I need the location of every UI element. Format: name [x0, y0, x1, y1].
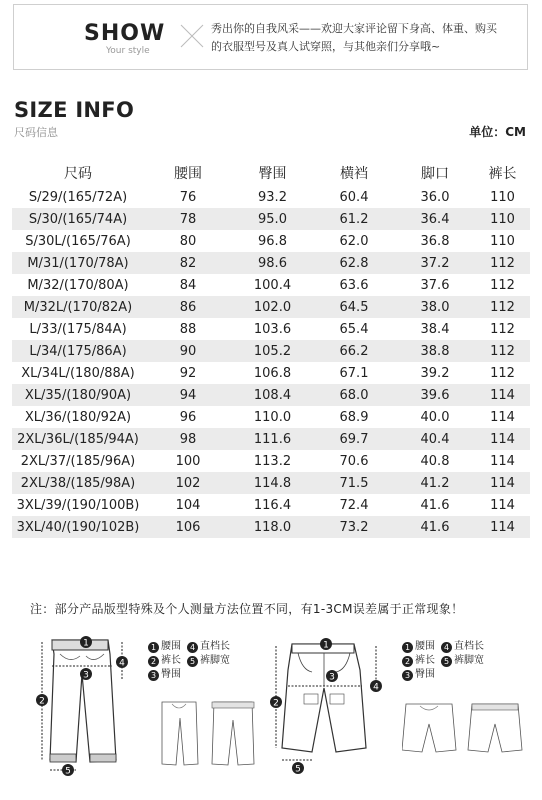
cell-thigh: 67.1: [339, 365, 369, 381]
cell-hem: 41.6: [420, 519, 450, 535]
cell-hem: 38.4: [420, 321, 450, 337]
cell-waist: 104: [175, 497, 201, 513]
cell-size: L/34/(175/86A): [29, 343, 127, 359]
cell-waist: 86: [179, 299, 197, 315]
cell-length: 110: [490, 233, 515, 249]
cell-thigh: 60.4: [339, 189, 369, 205]
cell-size: S/29/(165/72A): [28, 189, 128, 205]
cell-waist: 98: [179, 431, 197, 447]
table-row: [12, 252, 530, 274]
cell-length: 112: [490, 365, 515, 381]
table-row: [12, 428, 530, 450]
marker-1-label: 1: [323, 640, 329, 651]
cell-hip: 95.0: [258, 211, 287, 227]
marker-5-label: 5: [65, 766, 71, 777]
table-row: [12, 274, 530, 296]
cell-hem: 36.4: [420, 211, 450, 227]
cell-thigh: 63.6: [339, 277, 369, 293]
show-title: SHOW: [84, 21, 166, 46]
cell-length: 114: [490, 387, 515, 403]
cell-length: 112: [490, 299, 515, 315]
marker-3-label: 3: [83, 670, 89, 681]
cell-hip: 105.2: [253, 343, 292, 359]
legend-label: 裤脚宽: [454, 655, 484, 666]
legend-label: 直档长: [454, 641, 484, 652]
show-description: [211, 20, 497, 56]
cell-hem: 38.0: [420, 299, 450, 315]
legend-left: [148, 640, 230, 682]
cell-length: 114: [490, 475, 515, 491]
cell-hip: 100.4: [253, 277, 292, 293]
cell-hip: 113.2: [253, 453, 292, 469]
long-pants-thumbnails: [158, 698, 258, 770]
cell-hip: 110.0: [253, 409, 292, 425]
header-thigh: 横裆: [340, 166, 368, 182]
cell-waist: 84: [179, 277, 197, 293]
cell-thigh: 61.2: [339, 211, 369, 227]
cell-length: 114: [490, 497, 515, 513]
cell-size: M/32/(170/80A): [27, 277, 129, 293]
legend-badge: 4: [441, 642, 452, 653]
cell-hip: 103.6: [253, 321, 292, 337]
cell-length: 110: [490, 189, 515, 205]
marker-2-label: 2: [39, 696, 45, 707]
table-row: [12, 384, 530, 406]
legend-badge: 3: [148, 670, 159, 681]
cell-size: 3XL/39/(190/100B): [16, 497, 140, 513]
long-pants-diagram: [30, 630, 138, 780]
cell-thigh: 72.4: [339, 497, 369, 513]
cell-length: 112: [490, 321, 515, 337]
cell-thigh: 71.5: [339, 475, 369, 491]
cell-hem: 41.6: [420, 497, 450, 513]
header-size: 尺码: [64, 166, 92, 182]
cell-length: 112: [490, 277, 515, 293]
header-hip: 臀围: [258, 166, 287, 182]
marker-2-label: 2: [273, 698, 279, 709]
legend-badge: 1: [148, 642, 159, 653]
legend-label: 裤长: [415, 655, 435, 666]
cell-hip: 98.6: [258, 255, 287, 271]
cell-thigh: 62.8: [339, 255, 369, 271]
show-banner: [13, 4, 528, 70]
cell-size: M/31/(170/78A): [27, 255, 129, 271]
table-row: [12, 406, 530, 428]
cell-hem: 36.8: [420, 233, 450, 249]
marker-1-label: 1: [83, 638, 89, 649]
table-row: [12, 230, 530, 252]
divider-x-icon: [179, 23, 205, 49]
cell-length: 114: [490, 519, 515, 535]
shorts-diagram: [268, 630, 390, 780]
size-info-subtitle: 尺码信息: [14, 126, 58, 139]
cell-size: XL/35/(180/90A): [24, 387, 132, 403]
measurement-note: 注：部分产品版型特殊及个人测量方法位置不同，有1-3CM误差属于正常现象！: [30, 602, 464, 616]
table-row: [12, 340, 530, 362]
legend-badge: 2: [402, 656, 413, 667]
table-row: [12, 296, 530, 318]
cell-hip: 108.4: [253, 387, 292, 403]
cell-hem: 40.0: [420, 409, 450, 425]
cell-size: M/32L/(170/82A): [23, 299, 133, 315]
cell-waist: 96: [179, 409, 197, 425]
cell-hem: 40.8: [420, 453, 450, 469]
cell-hem: 40.4: [420, 431, 450, 447]
cell-size: 2XL/38/(185/98A): [20, 475, 136, 491]
cell-waist: 82: [179, 255, 197, 271]
cell-waist: 76: [179, 189, 197, 205]
legend-label: 直档长: [200, 641, 230, 652]
header-length: 裤长: [488, 166, 517, 182]
cell-length: 112: [490, 255, 515, 271]
legend-badge: 5: [187, 656, 198, 667]
cell-hem: 37.2: [420, 255, 450, 271]
cell-length: 114: [490, 409, 515, 425]
cell-hip: 118.0: [253, 519, 292, 535]
cell-size: 3XL/40/(190/102B): [16, 519, 140, 535]
show-text-line1: 秀出你的自我风采——欢迎大家评论留下身高、体重、购买: [211, 22, 497, 35]
header-hem: 脚口: [421, 166, 449, 182]
table-header-row: [12, 160, 530, 186]
unit-label: 单位：CM: [469, 125, 526, 139]
table-row: [12, 472, 530, 494]
table-row: [12, 186, 530, 208]
legend-label: 裤脚宽: [200, 655, 230, 666]
table-row: [12, 208, 530, 230]
cell-hip: 102.0: [253, 299, 292, 315]
marker-5-label: 5: [295, 764, 301, 775]
cell-hem: 36.0: [420, 189, 450, 205]
cell-hem: 38.8: [420, 343, 450, 359]
cell-size: L/33/(175/84A): [29, 321, 127, 337]
marker-3-label: 3: [329, 672, 335, 683]
cell-thigh: 66.2: [339, 343, 369, 359]
cell-hem: 39.6: [420, 387, 450, 403]
cell-length: 114: [490, 431, 515, 447]
show-subtitle: Your style: [106, 46, 150, 56]
cell-size: XL/34L/(180/88A): [21, 365, 135, 381]
cell-hem: 41.2: [420, 475, 450, 491]
cell-size: S/30L/(165/76A): [25, 233, 131, 249]
cell-hem: 37.6: [420, 277, 450, 293]
cell-size: 2XL/36L/(185/94A): [17, 431, 139, 447]
shorts-thumbnails: [402, 700, 532, 760]
cell-waist: 88: [179, 321, 197, 337]
cell-hip: 96.8: [258, 233, 287, 249]
legend-label: 臀围: [161, 669, 181, 680]
cell-length: 112: [490, 343, 515, 359]
cell-thigh: 65.4: [339, 321, 369, 337]
cell-hip: 114.8: [253, 475, 292, 491]
cell-waist: 80: [179, 233, 197, 249]
table-row: [12, 318, 530, 340]
cell-thigh: 68.9: [339, 409, 369, 425]
cell-hem: 39.2: [420, 365, 450, 381]
legend-badge: 2: [148, 656, 159, 667]
legend-label: 裤长: [161, 655, 181, 666]
size-info-title: SIZE INFO: [14, 98, 135, 122]
legend-right: [402, 640, 484, 682]
cell-hip: 93.2: [258, 189, 287, 205]
cell-hip: 106.8: [253, 365, 292, 381]
legend-badge: 4: [187, 642, 198, 653]
cell-size: 2XL/37/(185/96A): [20, 453, 136, 469]
size-table: [12, 160, 530, 538]
legend-label: 腰围: [161, 641, 181, 652]
table-row: [12, 494, 530, 516]
header-waist: 腰围: [174, 166, 202, 182]
cell-waist: 94: [179, 387, 197, 403]
cell-thigh: 69.7: [339, 431, 369, 447]
legend-label: 腰围: [415, 641, 435, 652]
cell-hip: 111.6: [253, 431, 292, 447]
cell-waist: 106: [175, 519, 201, 535]
show-text-line2: 的衣服型号及真人试穿照，与其他亲们分享哦~: [211, 40, 441, 53]
cell-thigh: 68.0: [339, 387, 369, 403]
cell-thigh: 73.2: [339, 519, 369, 535]
cell-length: 110: [490, 211, 515, 227]
marker-4-label: 4: [119, 658, 125, 669]
cell-thigh: 62.0: [339, 233, 369, 249]
legend-badge: 5: [441, 656, 452, 667]
table-row: [12, 516, 530, 538]
table-row: [12, 450, 530, 472]
cell-size: S/30/(165/74A): [28, 211, 128, 227]
cell-size: XL/36/(180/92A): [24, 409, 132, 425]
cell-waist: 100: [175, 453, 201, 469]
cell-hip: 116.4: [253, 497, 292, 513]
legend-badge: 3: [402, 670, 413, 681]
marker-4-label: 4: [373, 682, 379, 693]
cell-waist: 78: [179, 211, 197, 227]
cell-waist: 90: [179, 343, 197, 359]
cell-waist: 102: [175, 475, 201, 491]
cell-thigh: 70.6: [339, 453, 369, 469]
cell-thigh: 64.5: [339, 299, 369, 315]
legend-label: 臀围: [415, 669, 435, 680]
cell-waist: 92: [179, 365, 197, 381]
legend-badge: 1: [402, 642, 413, 653]
table-row: [12, 362, 530, 384]
cell-length: 114: [490, 453, 515, 469]
